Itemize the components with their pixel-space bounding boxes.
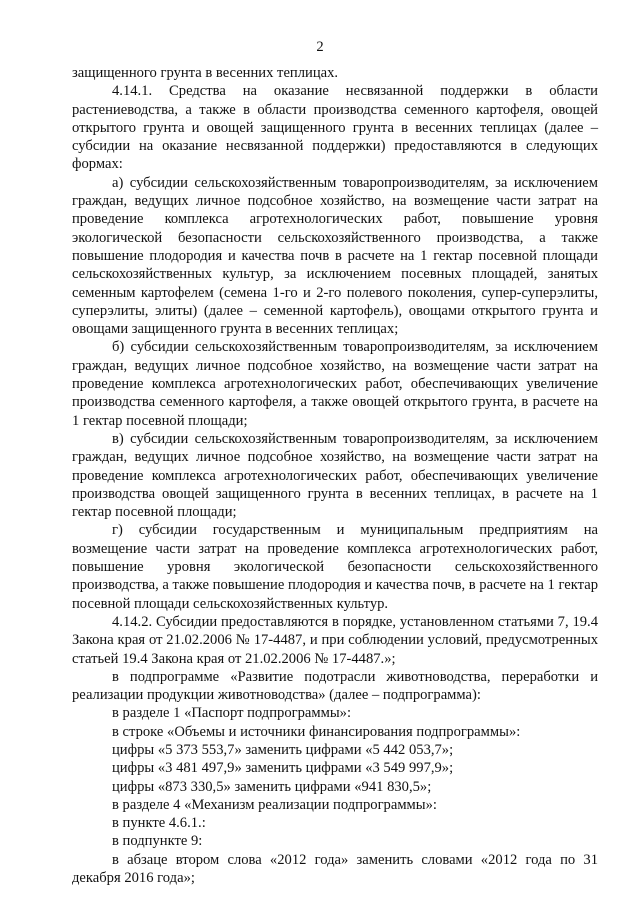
paragraph-item-v: в) субсидии сельскохозяйственным товаропроизводителям, за исключением граждан, ведущих личное подсобное хозяйство, на возмещение части затрат на проведение комплекса агротехнологических работ, обеспечивающих увеличение производства овощей защищенного грунта в весенних теплицах, в расчете на 1 гектар посевной площади; [72,430,598,521]
paragraph: в разделе 1 «Паспорт подпрограммы»: [112,705,352,722]
paragraph: защищенного грунта в весенних теплицах. [72,65,339,81]
paragraph: в абзаце втором слова «2012 года» заменить словами «2012 года по 31 декабря 2016 года»; [72,851,598,887]
paragraph: 4.14.2. Субсидии предоставляются в порядке, установленном статьями 7, 19.4 Закона края от 21.02.2006 № 17-4487, и при соблюдении условий, предусмотренных статьей 19.4 Закона края от 21.02.2006 № 17-4487.»; [72,613,598,667]
paragraph: в пункте 4.6.1.: [112,815,206,832]
paragraph: в разделе 4 «Механизм реализации подпрограммы»: [112,796,437,813]
paragraph-item-b: б) субсидии сельскохозяйственным товаропроизводителям, за исключением граждан, ведущих личное подсобное хозяйство, на возмещение части затрат на проведение комплекса агротехнологических работ, обеспечивающих увеличение производства семенного картофеля, а также овощей открытого грунта, в расчете на 1 гектар посевной площади; [72,339,598,429]
paragraph: цифры «3 481 497,9» заменить цифрами «3 549 997,9»; [112,760,454,777]
paragraph: цифры «5 373 553,7» заменить цифрами «5 442 053,7»; [112,741,454,758]
paragraph-item-a: а) субсидии сельскохозяйственным товаропроизводителям, за исключением граждан, ведущих личное подсобное хозяйство, на возмещение части затрат на проведение комплекса агротехнологических работ, повышение уровня экологической безопасности сельскохозяйственного производства, а также повышение плодородия и качества почв в расчете на 1 гектар посевной площади сельскохозяйственных культур, за исключением посевных площадей, занятых семенным картофелем (семена 1-го и 2-го полевого поколения, супер-суперэлиты, суперэлиты, элиты) (далее – семенной картофель), овощами открытого грунта и овощами защищенного грунта в весенних теплицах; [72,174,598,338]
paragraph: в подпункте 9: [112,833,203,850]
paragraph: цифры «873 330,5» заменить цифрами «941 830,5»; [112,778,432,795]
paragraph: в строке «Объемы и источники финансирования подпрограммы»: [112,723,521,740]
paragraph-item-g: г) субсидии государственным и муниципальным предприятиям на возмещение части затрат на проведение комплекса агротехнологических работ, повышение уровня экологической безопасности сельскохозяйственного производства, а также повышение плодородия и качества почв, в расчете на 1 гектар посевной площади сельскохозяйственных культур. [72,522,598,612]
document-body [72,64,598,887]
page-number: 2 [316,39,324,55]
paragraph: в подпрограмме «Развитие подотрасли животноводства, переработки и реализации продукции животноводства» (далее – подпрограмма): [72,668,598,704]
paragraph: 4.14.1. Средства на оказание несвязанной поддержки в области растениеводства, а также в области производства семенного картофеля, овощей открытого грунта и овощей защищенного грунта в весенних теплицах (далее – субсидии на оказание несвязанной поддержки) предоставляются в следующих формах: [72,83,598,173]
